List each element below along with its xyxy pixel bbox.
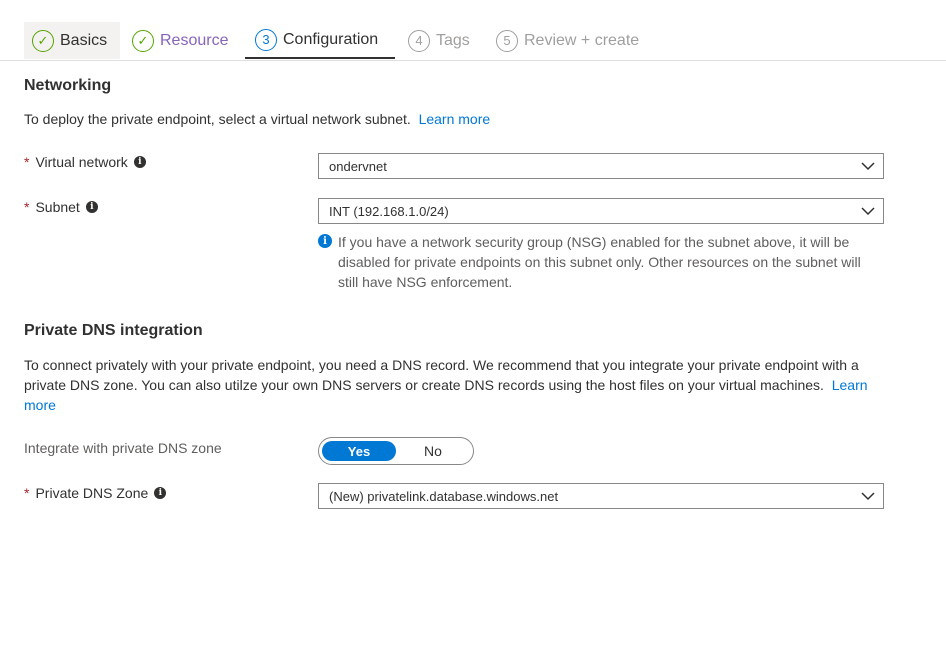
checkmark-icon: ✓: [32, 30, 54, 52]
virtual-network-label: [24, 154, 146, 170]
checkmark-icon: ✓: [132, 30, 154, 52]
label-text: Subnet: [35, 199, 80, 215]
chevron-down-icon: [861, 204, 875, 218]
label-text: Virtual network: [35, 154, 128, 170]
toggle-no-option[interactable]: No: [424, 443, 442, 459]
description-text: To deploy the private endpoint, select a virtual network subnet.: [24, 111, 411, 127]
info-icon[interactable]: i: [86, 201, 98, 213]
nsg-note-text: If you have a network security group (NSG) enabled for the subnet above, it will be disabled for private endpoints on this subnet only. Other resources on the subnet will still have NSG enforcement.: [338, 234, 861, 290]
description-text: To connect privately with your private endpoint, you need a DNS record. We recommend that you integrate your private endpoint with a private DNS zone. You can also utilze your own DNS servers or create DNS records using the host files on your virtual machines.: [24, 357, 859, 393]
tab-label: Configuration: [283, 30, 379, 48]
step-number: 5: [496, 30, 518, 52]
networking-heading: Networking: [24, 77, 112, 94]
dropdown-value: INT (192.168.1.0/24): [329, 203, 449, 219]
networking-description: [24, 109, 490, 129]
wizard-tabs: [0, 0, 946, 61]
chevron-down-icon: [861, 489, 875, 503]
required-marker: *: [24, 154, 30, 170]
integrate-dns-label: Integrate with private DNS zone: [24, 440, 222, 456]
step-number: 4: [408, 30, 430, 52]
info-icon: i: [318, 234, 332, 248]
dropdown-value: (New) privatelink.database.windows.net: [329, 488, 559, 504]
required-marker: *: [24, 485, 30, 501]
chevron-down-icon: [861, 159, 875, 173]
dns-heading: Private DNS integration: [24, 322, 203, 339]
step-number: 3: [255, 29, 277, 51]
tab-label: Review + create: [524, 31, 640, 49]
tab-label: Basics: [60, 31, 108, 49]
virtual-network-dropdown[interactable]: [318, 153, 884, 179]
tab-label: Tags: [436, 31, 470, 49]
info-icon[interactable]: i: [154, 487, 166, 499]
integrate-dns-toggle[interactable]: [318, 437, 474, 465]
tab-basics[interactable]: [24, 22, 120, 59]
private-dns-zone-label: [24, 485, 166, 501]
subnet-label: [24, 199, 98, 215]
required-marker: *: [24, 199, 30, 215]
dns-description: [24, 355, 894, 415]
info-icon[interactable]: i: [134, 156, 146, 168]
nsg-info-note: [318, 232, 878, 292]
label-text: Private DNS Zone: [35, 485, 149, 501]
dropdown-value: ondervnet: [329, 158, 387, 174]
tab-label: Resource: [160, 31, 229, 49]
tab-tags[interactable]: [408, 22, 470, 59]
toggle-yes-option[interactable]: Yes: [322, 441, 396, 461]
subnet-dropdown[interactable]: [318, 198, 884, 224]
tab-review-create[interactable]: [496, 22, 639, 59]
tab-resource[interactable]: [126, 22, 228, 59]
learn-more-link[interactable]: Learn more: [418, 111, 491, 127]
learn-more-link[interactable]: Learn more: [24, 377, 868, 413]
private-dns-zone-dropdown[interactable]: [318, 483, 884, 509]
tab-configuration[interactable]: [245, 22, 395, 59]
